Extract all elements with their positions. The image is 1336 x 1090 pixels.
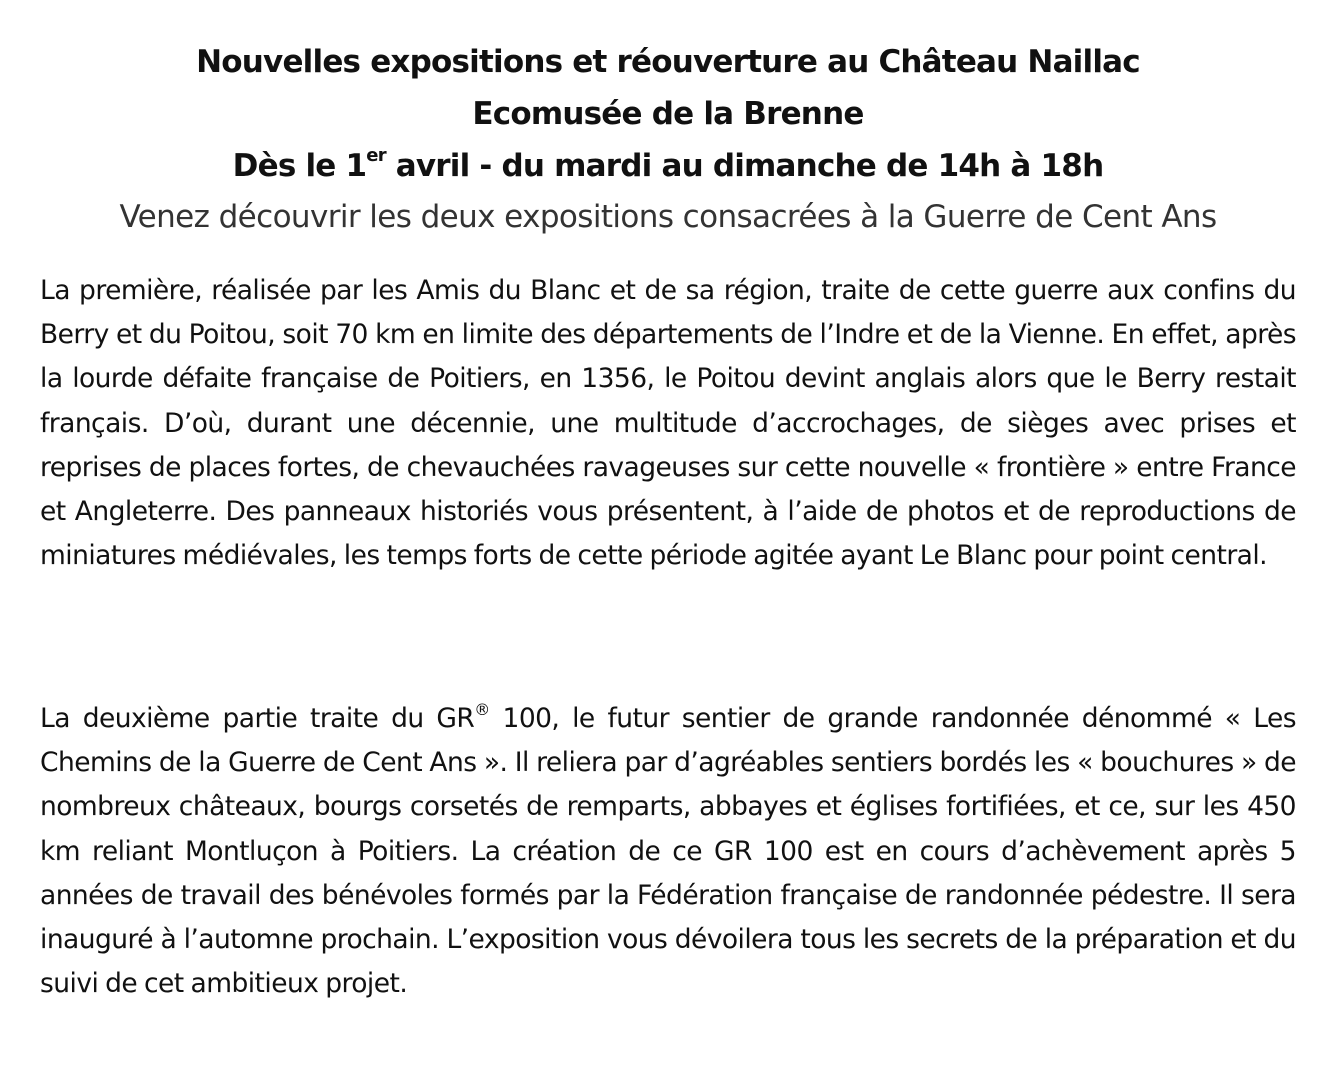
header-subtitle xyxy=(0,192,1336,242)
header-museum-name-text: Ecomusée de la Brenne xyxy=(472,96,864,132)
header-schedule-ordinal: er xyxy=(366,144,386,166)
header-schedule-text-end: avril - du mardi au dimanche de 14h à 18h xyxy=(385,148,1104,184)
body-paragraph-2-text-start: La deuxième partie traite du GR xyxy=(40,703,475,734)
header-museum-name xyxy=(0,88,1336,140)
body-paragraph-1 xyxy=(40,269,1296,578)
document-header xyxy=(0,36,1336,242)
header-title-text: Nouvelles expositions et réouverture au Château Naillac xyxy=(196,44,1140,80)
header-title xyxy=(0,36,1336,88)
body-paragraph-1-text: La première, réalisée par les Amis du Blanc et de sa région, traite de cette guerre aux confins du Berry et du Poitou, soit 70 km en limite des départements de l’Indre et de la Vienne. En effet, après la lourde défaite française de Poitiers, en 1356, le Poitou devint anglais alors que le Berry restait français. D’où, durant une décennie, une multitude d’accrochages, de sièges avec prises et reprises de places fortes, de chevauchées ravageuses sur cette nouvelle « frontière » entre France et Angleterre. Des panneaux historiés vous présentent, à l’aide de photos et de reproductions de miniatures médiévales, les temps forts de cette période agitée ayant Le Blanc pour point central. xyxy=(40,275,1296,572)
header-schedule-text-start: Dès le 1 xyxy=(232,148,367,184)
body-paragraph-2 xyxy=(40,697,1296,1006)
header-subtitle-text: Venez découvrir les deux expositions consacrées à la Guerre de Cent Ans xyxy=(119,199,1217,235)
header-schedule xyxy=(0,140,1336,192)
registered-mark: ® xyxy=(474,700,490,720)
body-paragraph-2-text-end: 100, le futur sentier de grande randonnée dénommé « Les Chemins de la Guerre de Cent Ans ». Il reliera par d’agréables sentiers bordés les « bouchures » de nombreux châteaux, bourgs corsetés de remparts, abbayes et églises fortifiées, et ce, sur les 450 km reliant Montluçon à Poitiers. La création de ce GR 100 est en cours d’achèvement après 5 années de travail des bénévoles formés par la Fédération française de randonnée pédestre. Il sera inauguré à l’automne prochain. L’exposition vous dévoilera tous les secrets de la préparation et du suivi de cet ambitieux projet. xyxy=(40,703,1296,1000)
